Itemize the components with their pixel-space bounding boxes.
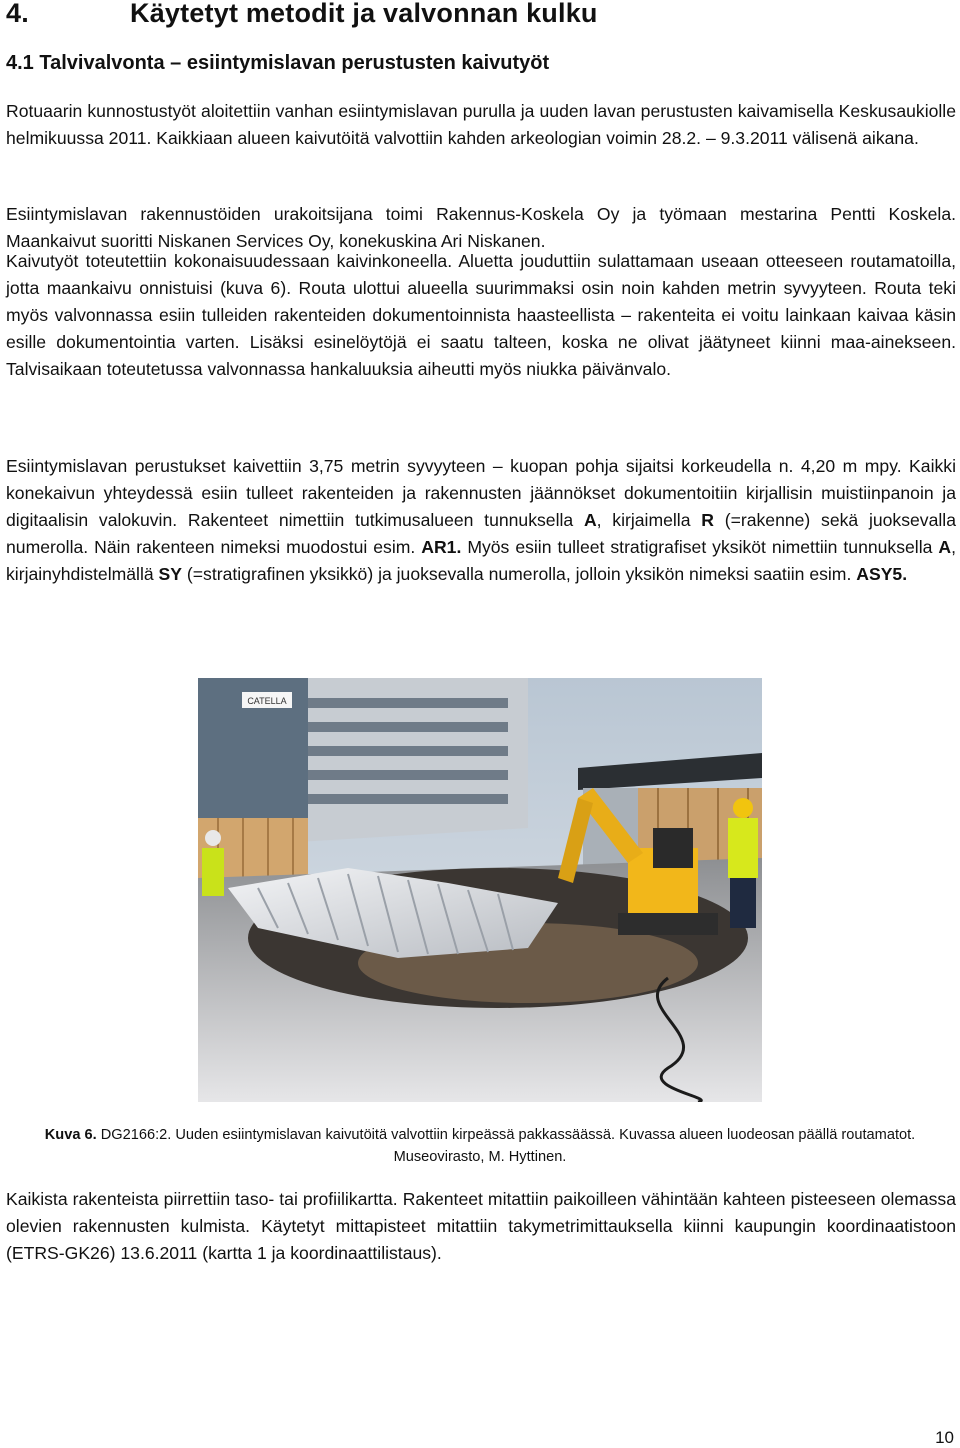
figure-caption bbox=[20, 1124, 940, 1168]
building-sign-text: CATELLA bbox=[247, 696, 287, 706]
paragraph-4 bbox=[6, 453, 956, 588]
paragraph-2: Esiintymislavan rakennustöiden urakoitsijana toimi Rakennus-Koskela Oy ja työmaan mestarina Pentti Koskela. Maankaivut suoritti Niskanen Services Oy, konekuskina Ari Niskanen. bbox=[6, 204, 956, 251]
p4-bold-asy5: ASY5. bbox=[856, 564, 908, 584]
p4-text-e: Myös esiin tulleet stratigrafiset yksiköt nimettiin tunnuksella bbox=[461, 537, 939, 557]
p4-text-c: , kirjaimella bbox=[596, 510, 702, 530]
worker-right bbox=[728, 818, 758, 878]
p4-bold-r: R bbox=[701, 510, 714, 530]
p4-text-d: (=rakenne) sekä juoksevalla numerolla. Näin rakenteen nimeksi muodostui esim. bbox=[6, 510, 956, 557]
paragraph-1: Rotuaarin kunnostustyöt aloitettiin vanhan esiintymislavan purulla ja uuden lavan perustusten kaivamisella Keskusaukiolle helmikuussa 2011. Kaikkiaan alueen kaivutöitä valvottiin kahden arkeologian voimin 28.2. – 9.3.2011 välisenä aikana. bbox=[6, 101, 956, 148]
paragraph-3: Kaivutyöt toteutettiin kokonaisuudessaan kaivinkoneella. Aluetta jouduttiin sulattamaan useaan otteeseen routamatoilla, jotta maankaivu onnistuisi (kuva 6). Routa ulottui alueella suurimmaksi osin noin kahden metrin syvyyteen. Routa teki myös valvonnassa esiin tulleiden rakenteiden dokumentoinnista haasteellista – rakenteita ei voitu lainkaan kaivaa käsin esille dokumentointia varten. Lisäksi esinelöytöjä ei saatu talteen, koska ne olivat jäätyneet kiinni maa-ainekseen. Talvisaikaan toteutetussa valvonnassa hankaluuksia aiheutti myös niukka päivänvalo. bbox=[6, 251, 956, 379]
worker-left bbox=[202, 848, 224, 896]
p4-bold-ar1: AR1. bbox=[421, 537, 462, 557]
p4-text-a: Esiintymislavan perustukset kaivettiin 3,75 metrin syvyyteen – kuopan pohja sijaitsi korkeudella n. 4,20 m mpy. Kaikki konekaivun yhteydessä esiin tulleet rakenteiden ja rakennusten jäännökset dokumentoitiin kirjallisin muistiinpanoin ja digitaalisin valokuvin. Rakenteet nimettiin tutkimusalueen tunnuksella bbox=[6, 456, 956, 530]
chapter-heading bbox=[6, 0, 598, 29]
paragraph-5: Kaikista rakenteista piirrettiin taso- tai profiilikartta. Rakenteet mitattiin paikoilleen vähintään kahteen pisteeseen olemassa olevien rakennusten kulmista. Käytetyt mittapisteet mitattiin takymetrimittauksella kiinni kaupungin koordinaatistoon (ETRS-GK26) 13.6.2011 (kartta 1 ja koordinaattilistaus). bbox=[6, 1189, 956, 1263]
photo-illustration bbox=[198, 678, 762, 1102]
excavation-photo bbox=[198, 678, 762, 1102]
p4-text-g: (=stratigrafinen yksikkö) ja juoksevalla numerolla, jolloin yksikön nimeksi saatiin esim. bbox=[182, 564, 857, 584]
chapter-title: Käytetyt metodit ja valvonnan kulku bbox=[130, 0, 598, 28]
p4-bold-a2: A bbox=[938, 537, 952, 557]
excavator-tracks bbox=[618, 913, 718, 935]
section-heading: 4.1 Talvivalvonta – esiintymislavan perustusten kaivutyöt bbox=[6, 52, 550, 74]
caption-label: Kuva 6. bbox=[44, 1127, 97, 1143]
p4-bold-a: A bbox=[583, 510, 597, 530]
p4-bold-sy: SY bbox=[158, 564, 183, 584]
page-number: 10 bbox=[935, 1428, 954, 1447]
p4-text-f: , kirjainyhdistelmällä bbox=[6, 537, 956, 584]
chapter-number: 4. bbox=[6, 0, 29, 28]
caption-text: DG2166:2. Uuden esiintymislavan kaivutöitä valvottiin kirpeässä pakkassäässä. Kuvassa alueen luodeosan päällä routamatot. Museovirasto, M. Hyttinen. bbox=[96, 1127, 916, 1165]
